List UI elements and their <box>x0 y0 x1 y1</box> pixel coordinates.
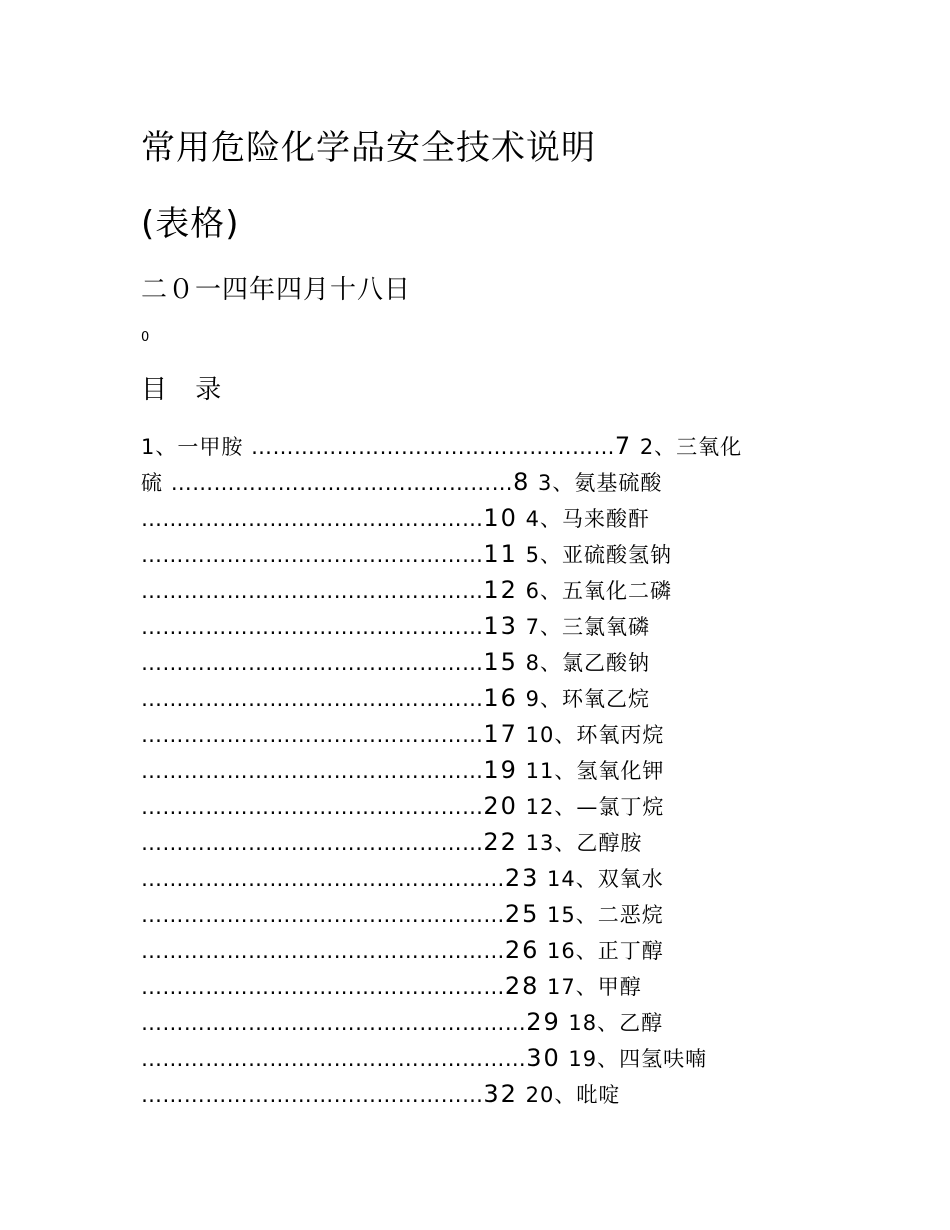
toc-page-number: 10 <box>483 504 518 532</box>
toc-next-entry: 17、甲醇 <box>539 975 642 999</box>
toc-page-number: 22 <box>483 828 518 856</box>
toc-next-entry: 18、乙醇 <box>560 1011 664 1035</box>
toc-page-number: 12 <box>483 576 518 604</box>
toc-page-number: 25 <box>504 900 540 928</box>
toc-next-entry: 6、五氧化二磷 <box>517 579 672 603</box>
toc-leader-dots: ………………………………………… <box>141 831 484 855</box>
toc-leader-dots: ………………………………………… <box>141 543 484 567</box>
toc-next-entry: 4、马来酸酐 <box>517 507 650 531</box>
toc-leader-dots: ………………………………………… <box>170 471 514 495</box>
toc-leader-dots: …………………………………………… <box>141 975 505 999</box>
toc-leader-dots: ………………………………………… <box>141 759 484 783</box>
toc-leader-dots: ………………………………………… <box>141 651 484 675</box>
toc-line <box>141 788 821 824</box>
toc-next-entry: 9、环氧乙烷 <box>517 687 650 711</box>
toc-page-number: 26 <box>504 936 540 964</box>
toc-page-number: 17 <box>483 720 518 748</box>
toc-line <box>141 968 821 1004</box>
toc-next-entry: 11、氢氧化钾 <box>517 759 665 783</box>
toc-page-number: 15 <box>483 648 518 676</box>
toc-next-entry: 3、氨基硫酸 <box>530 471 663 495</box>
toc-leader-dots: ………………………………………… <box>141 795 484 819</box>
toc-leader-dots: …………………………………………… <box>141 867 505 891</box>
toc-page-number: 23 <box>504 864 540 892</box>
toc-heading: 目 录 <box>141 375 232 405</box>
toc-leader-dots: ……………………………………………… <box>141 1011 527 1035</box>
toc-page-number: 7 <box>614 432 633 460</box>
toc-leader-dots: ……………………………………………… <box>141 1047 527 1071</box>
toc-next-entry: 12、—氯丁烷 <box>517 795 665 819</box>
table-of-contents <box>141 428 821 1112</box>
toc-next-entry: 2、三氧化 <box>632 435 743 459</box>
toc-line <box>141 1076 821 1112</box>
toc-leader-dots: ………………………………………… <box>141 615 484 639</box>
toc-line <box>141 932 821 968</box>
document-title: 常用危险化学品安全技术说明 <box>141 128 596 168</box>
toc-line <box>141 896 821 932</box>
toc-page-number: 19 <box>483 756 518 784</box>
toc-next-entry: 14、双氧水 <box>539 867 664 891</box>
toc-page-number: 32 <box>483 1080 518 1108</box>
toc-page-number: 28 <box>504 972 540 1000</box>
toc-leader-dots: ………………………………………… <box>141 507 484 531</box>
toc-page-number: 8 <box>513 468 531 496</box>
toc-line <box>141 1040 821 1076</box>
toc-line <box>141 572 821 608</box>
toc-entry-name: 1、一甲胺 <box>141 435 252 459</box>
toc-line <box>141 428 821 464</box>
toc-leader-dots: ………………………………………… <box>141 579 484 603</box>
toc-line <box>141 608 821 644</box>
toc-page-number: 13 <box>483 612 518 640</box>
toc-line <box>141 860 821 896</box>
toc-next-entry: 5、亚硫酸氢钠 <box>517 543 672 567</box>
toc-leader-dots: …………………………………………… <box>251 435 615 459</box>
toc-next-entry: 10、环氧丙烷 <box>517 723 665 747</box>
toc-line <box>141 536 821 572</box>
toc-leader-dots: ………………………………………… <box>141 687 484 711</box>
toc-next-entry: 16、正丁醇 <box>539 939 664 963</box>
toc-leader-dots: ………………………………………… <box>141 1083 484 1107</box>
toc-next-entry: 8、氯乙酸钠 <box>517 651 650 675</box>
toc-next-entry: 13、乙醇胺 <box>517 831 643 855</box>
toc-page-number: 20 <box>483 792 518 820</box>
toc-leader-dots: …………………………………………… <box>141 939 505 963</box>
small-note: 0 <box>141 330 150 345</box>
toc-next-entry: 7、三氯氧磷 <box>517 615 650 639</box>
toc-line <box>141 464 821 500</box>
toc-line <box>141 680 821 716</box>
toc-page-number: 16 <box>483 684 518 712</box>
toc-page-number: 30 <box>526 1044 561 1072</box>
toc-leader-dots: …………………………………………… <box>141 903 505 927</box>
document-date: 二０一四年四月十八日 <box>141 275 412 305</box>
toc-line <box>141 644 821 680</box>
toc-line <box>141 824 821 860</box>
toc-next-entry: 15、二恶烷 <box>539 903 664 927</box>
toc-line <box>141 1004 821 1040</box>
toc-next-entry: 20、吡啶 <box>517 1083 621 1107</box>
toc-page-number: 29 <box>526 1008 561 1036</box>
toc-line <box>141 716 821 752</box>
toc-leader-dots: ………………………………………… <box>141 723 484 747</box>
toc-line <box>141 752 821 788</box>
toc-line <box>141 500 821 536</box>
toc-next-entry: 19、四氢呋喃 <box>560 1047 708 1071</box>
toc-page-number: 11 <box>483 540 518 568</box>
document-subtitle: (表格) <box>141 204 240 244</box>
toc-entry-name: 硫 <box>141 471 171 495</box>
